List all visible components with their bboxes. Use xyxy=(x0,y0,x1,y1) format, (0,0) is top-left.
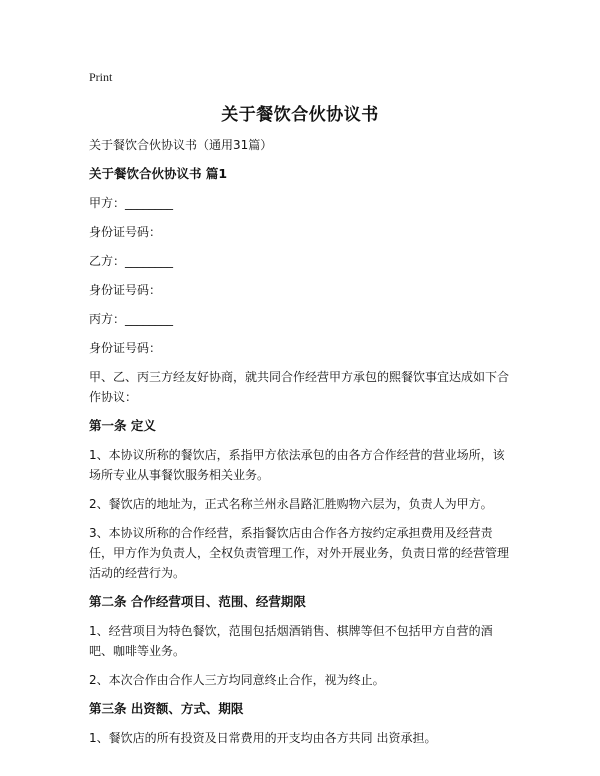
document-title: 关于餐饮合伙协议书 xyxy=(221,105,379,125)
party-b-id: 身份证号码： xyxy=(89,283,162,297)
print-link[interactable]: Print xyxy=(89,70,113,84)
article2-item-1: 1、经营项目为特色餐饮，范围包括烟酒销售、棋牌等但不包括甲方自营的酒吧、咖啡等业务。 xyxy=(89,624,493,658)
article3-item-1: 1、餐饮店的所有投资及日常费用的开支均由各方共同 出资承担。 xyxy=(89,731,437,745)
party-a-id: 身份证号码： xyxy=(89,225,162,239)
section-heading: 关于餐饮合伙协议书 篇1 xyxy=(89,166,228,181)
article1-item-1: 1、本协议所称的餐饮店，系指甲方依法承包的由各方合作经营的营业场所，该场所专业从事餐饮服务相关业务。 xyxy=(89,448,505,482)
intro-paragraph: 甲、乙、丙三方经友好协商，就共同合作经营甲方承包的熙餐饮事宜达成如下合作协议： xyxy=(89,370,510,404)
article1-item-2: 2、餐饮店的地址为，正式名称兰州永昌路汇胜购物六层为，负责人为甲方。 xyxy=(89,497,493,511)
party-a: 甲方：________ xyxy=(89,196,174,210)
article2-item-2: 2、本次合作由合作人三方均同意终止合作，视为终止。 xyxy=(89,673,385,687)
article1-item-3: 3、本协议所称的合作经营，系指餐饮店由合作各方按约定承担费用及经营责任，甲方作为负责人，全权负责管理工作，对外开展业务，负责日常的经营管理活动的经营行为。 xyxy=(89,526,510,580)
party-c-id: 身份证号码： xyxy=(89,341,162,355)
document-subtitle: 关于餐饮合伙协议书（通用31篇） xyxy=(89,138,273,152)
article1-heading: 第一条 定义 xyxy=(89,418,156,433)
document-body xyxy=(89,135,514,757)
party-c: 丙方：________ xyxy=(89,312,174,326)
party-b: 乙方：________ xyxy=(89,254,174,268)
article2-heading: 第二条 合作经营项目、范围、经营期限 xyxy=(89,594,306,609)
article3-heading: 第三条 出资额、方式、期限 xyxy=(89,701,244,716)
